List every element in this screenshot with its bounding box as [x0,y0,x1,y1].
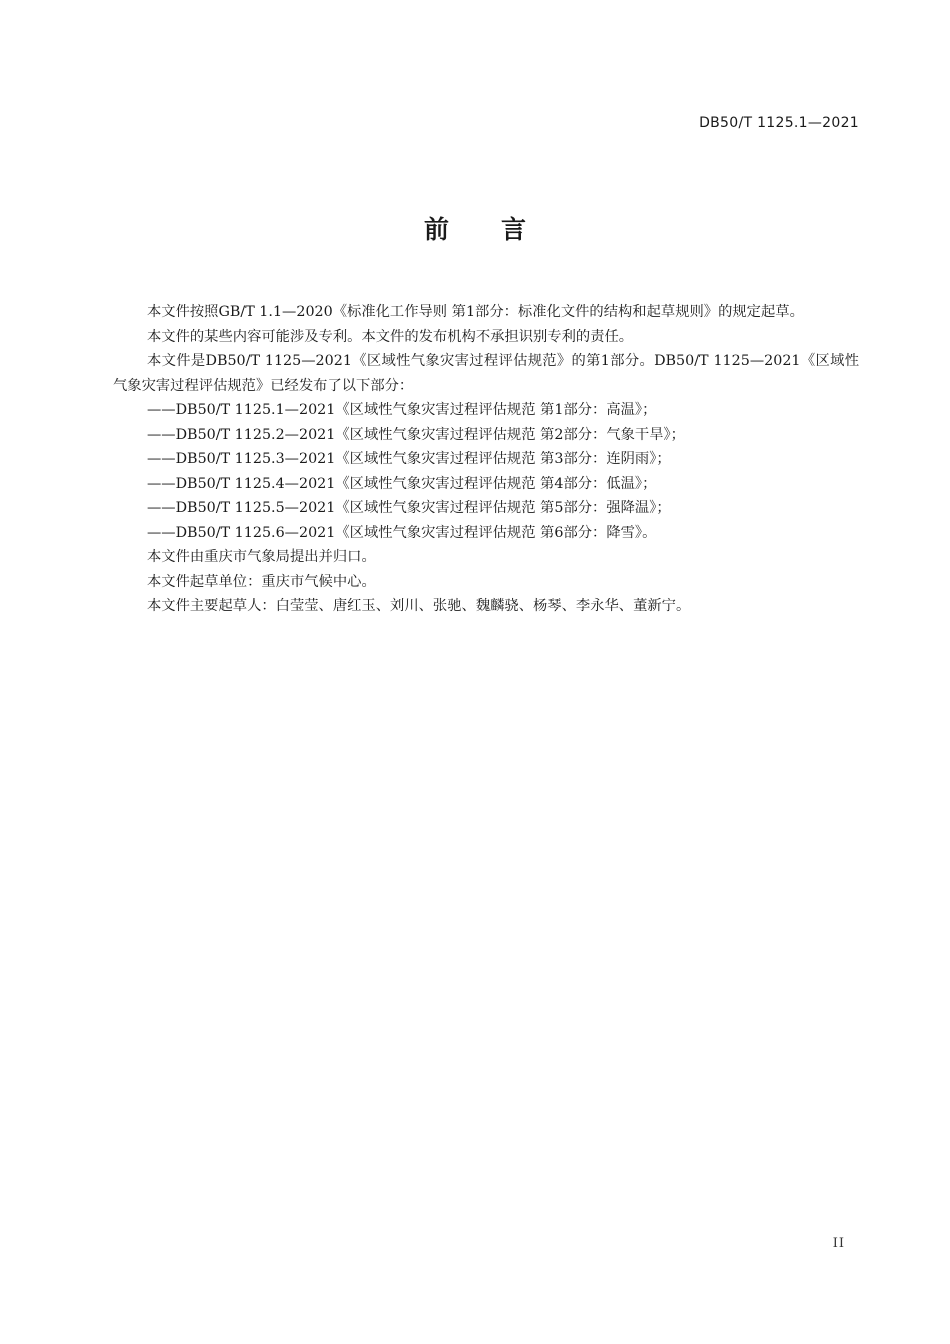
section-title-foreword: 前言 [423,215,578,244]
page-number: II [832,1236,845,1251]
paragraph-parts-intro: 本文件是DB50/T 1125—2021《区域性气象灾害过程评估规范》的第1部分。DB50/T 1125—2021《区域性气象灾害过程评估规范》已经发布了以下部分： [113,353,859,394]
document-code-header: DB50/T 1125.1—2021 [699,115,859,131]
list-item-part-6: ——DB50/T 1125.6—2021《区域性气象灾害过程评估规范 第6部分：降雪》。 [147,524,657,541]
paragraph-proposer: 本文件由重庆市气象局提出并归口。 [147,549,376,565]
list-item-part-4: ——DB50/T 1125.4—2021《区域性气象灾害过程评估规范 第4部分：低温》； [147,475,657,492]
list-item-part-3: ——DB50/T 1125.3—2021《区域性气象灾害过程评估规范 第3部分：连阴雨》； [147,451,671,467]
paragraph-drafters: 本文件主要起草人：白莹莹、唐红玉、刘川、张驰、魏麟骁、杨琴、李永华、董新宁。 [147,598,691,614]
list-item-part-5: ——DB50/T 1125.5—2021《区域性气象灾害过程评估规范 第5部分：强降温》； [147,500,671,516]
foreword-body [113,300,859,619]
paragraph-drafting-rules: 本文件按照GB/T 1.1—2020《标准化工作导则 第1部分：标准化文件的结构和起草规则》的规定起草。 [147,304,804,320]
paragraph-patent-notice: 本文件的某些内容可能涉及专利。本文件的发布机构不承担识别专利的责任。 [147,328,634,345]
list-item-part-1: ——DB50/T 1125.1—2021《区域性气象灾害过程评估规范 第1部分：高温》； [147,402,657,418]
list-item-part-2: ——DB50/T 1125.2—2021《区域性气象灾害过程评估规范 第2部分：气象干旱》； [147,426,685,443]
paragraph-drafting-unit: 本文件起草单位：重庆市气候中心。 [147,573,376,590]
